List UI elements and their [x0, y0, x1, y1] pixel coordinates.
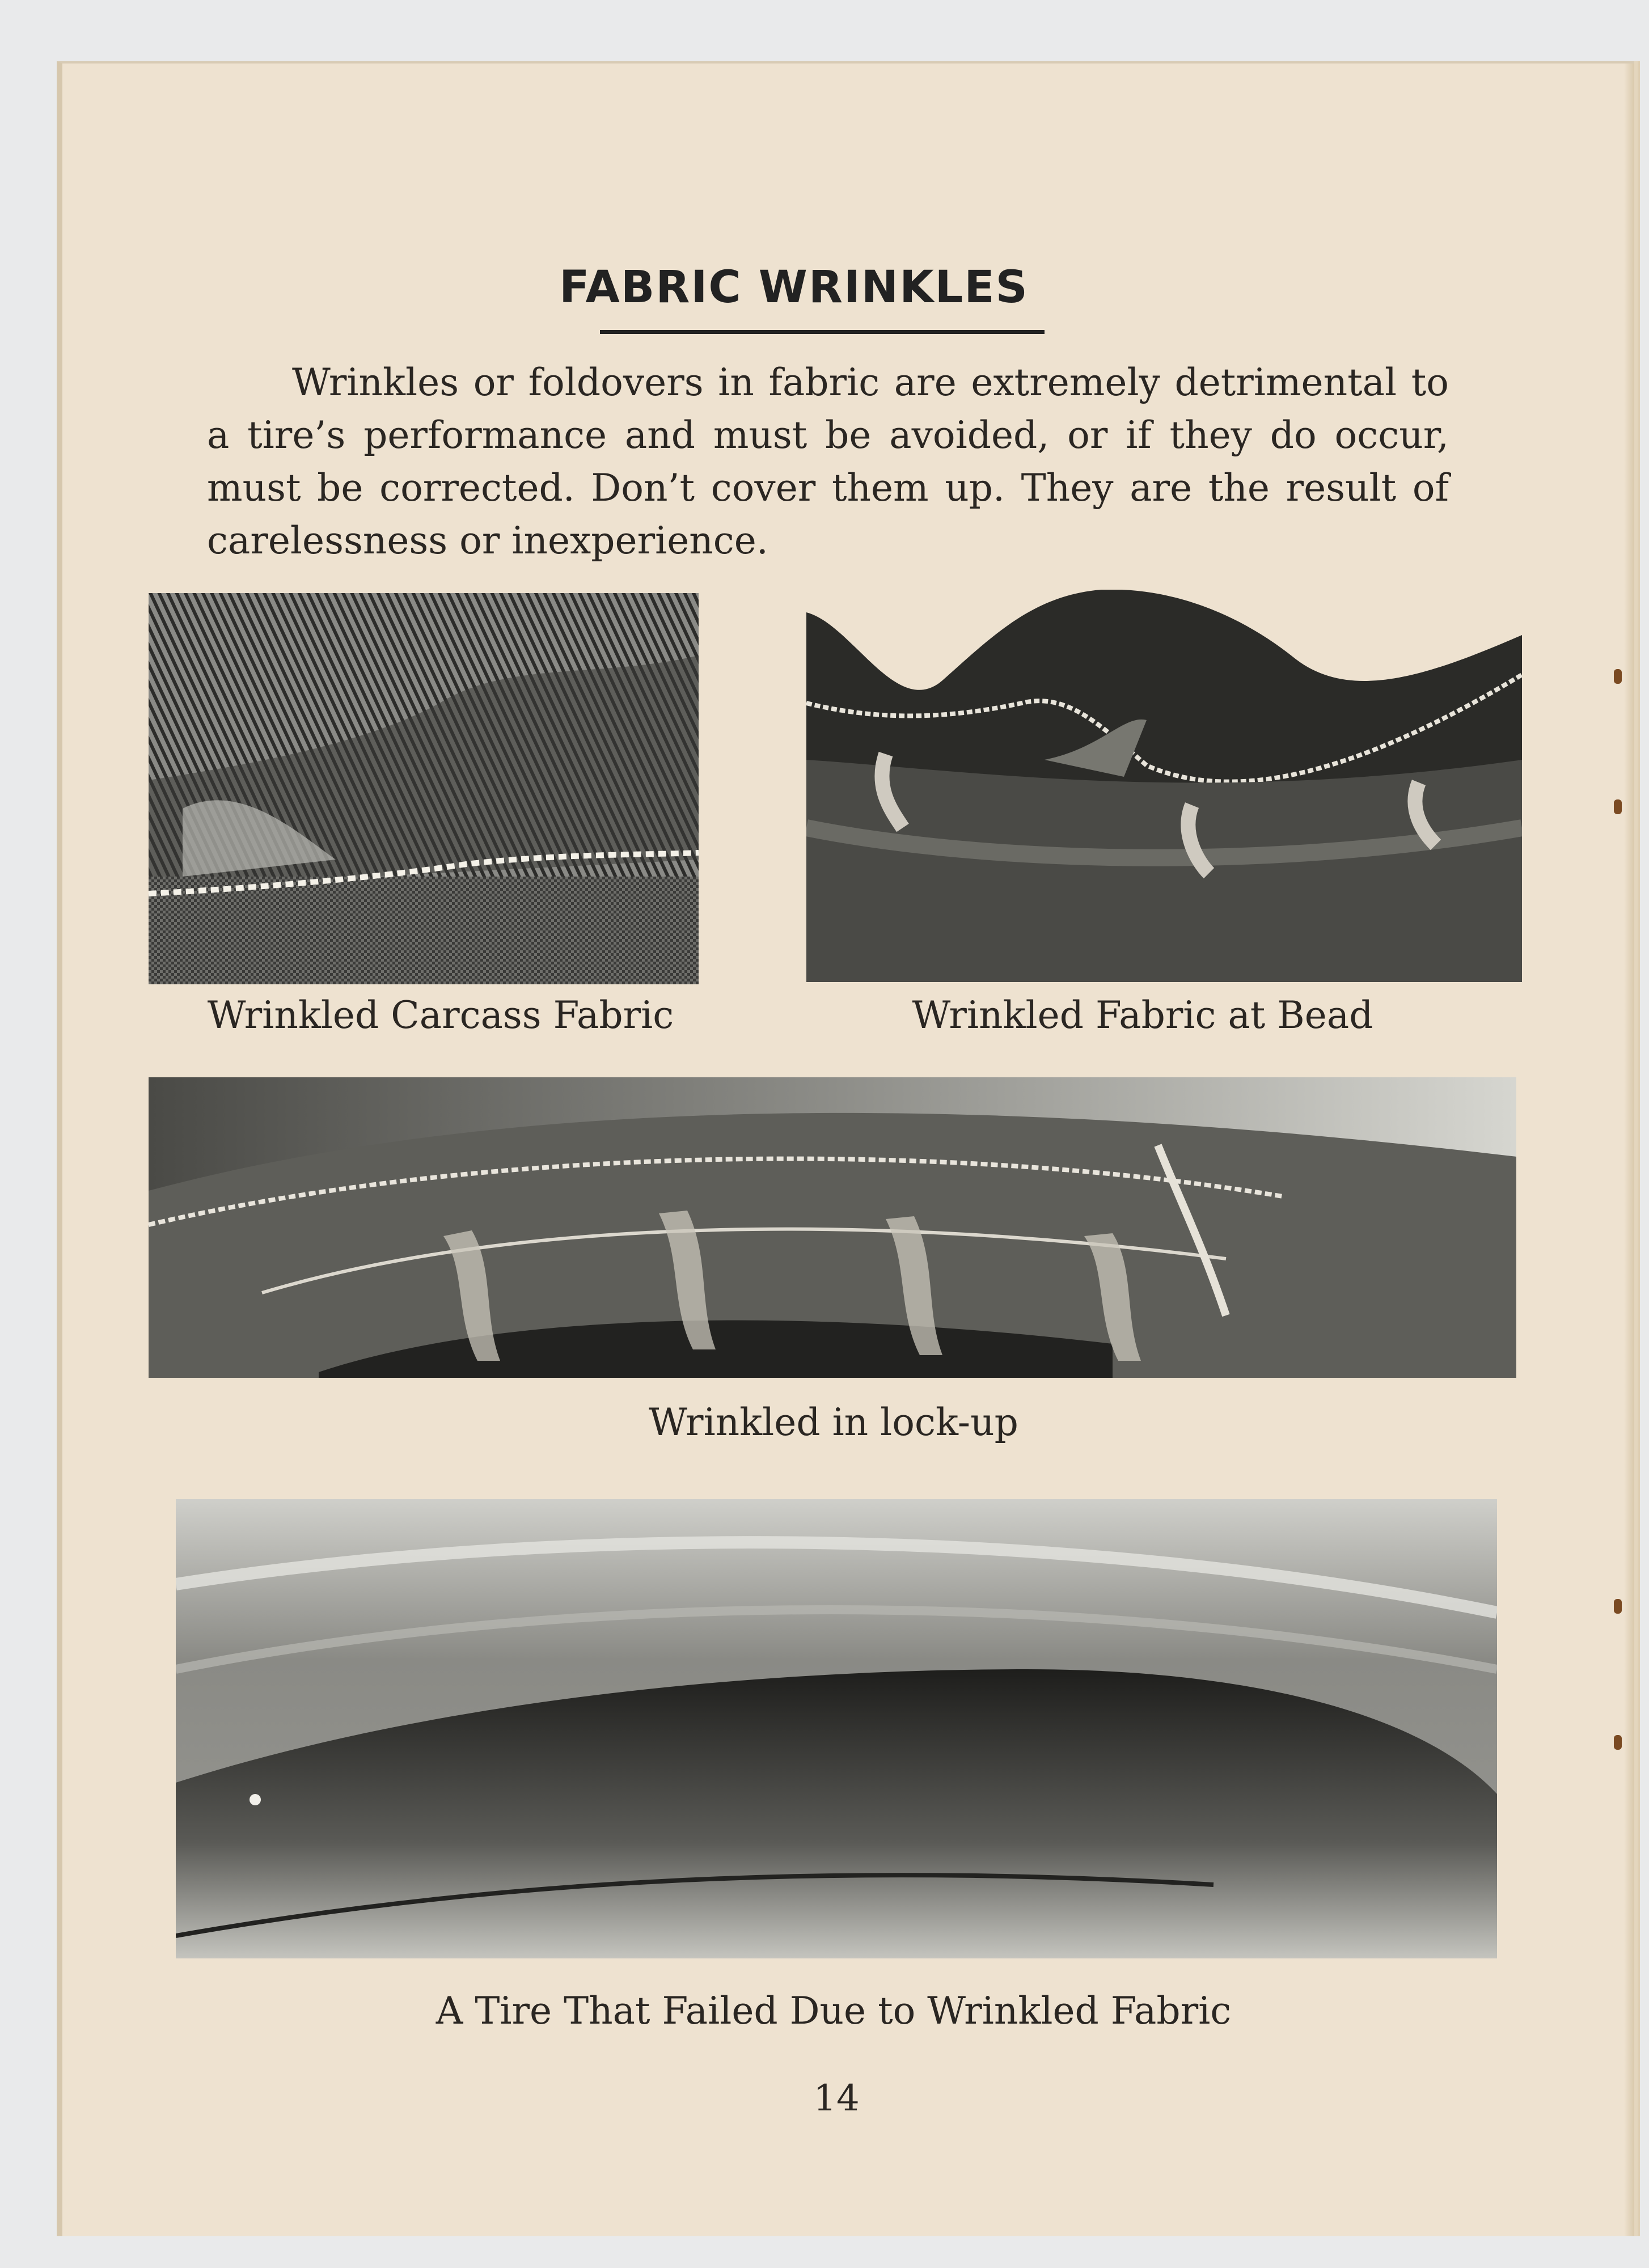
photo-bead-illustration: [806, 590, 1522, 982]
photo-wrinkled-in-lock-up: [149, 1077, 1516, 1378]
caption-lock-up: Wrinkled in lock-up: [649, 1400, 1018, 1444]
title-underline: [600, 330, 1045, 334]
page-number: 14: [813, 2077, 860, 2119]
page-title: FABRIC WRINKLES: [559, 262, 1029, 313]
photo-failed-tire-illustration: [176, 1499, 1497, 1958]
photo-lockup-illustration: [149, 1077, 1516, 1378]
binding-staple-bottom: [1614, 1735, 1622, 1750]
caption-failed-tire: A Tire That Failed Due to Wrinkled Fabric: [435, 1989, 1232, 2033]
binding-staple-top: [1614, 669, 1622, 684]
photo-carcass-illustration: [149, 593, 699, 984]
photo-wrinkled-fabric-at-bead: [806, 590, 1522, 982]
caption-carcass-fabric: Wrinkled Carcass Fabric: [207, 993, 674, 1037]
intro-paragraph: Wrinkles or foldovers in fabric are extremely detrimental to a tire’s performance and must be avoided, or if they do occur, must be corrected. Don’t cover them up. They are the result of carelessness or inexperience.: [207, 361, 1449, 562]
photo-failed-tire: [176, 1499, 1497, 1958]
binding-staple-middle: [1614, 799, 1622, 814]
binding-staple-lower: [1614, 1599, 1622, 1614]
photo-wrinkled-carcass-fabric: [149, 593, 699, 984]
caption-fabric-at-bead: Wrinkled Fabric at Bead: [912, 993, 1373, 1037]
